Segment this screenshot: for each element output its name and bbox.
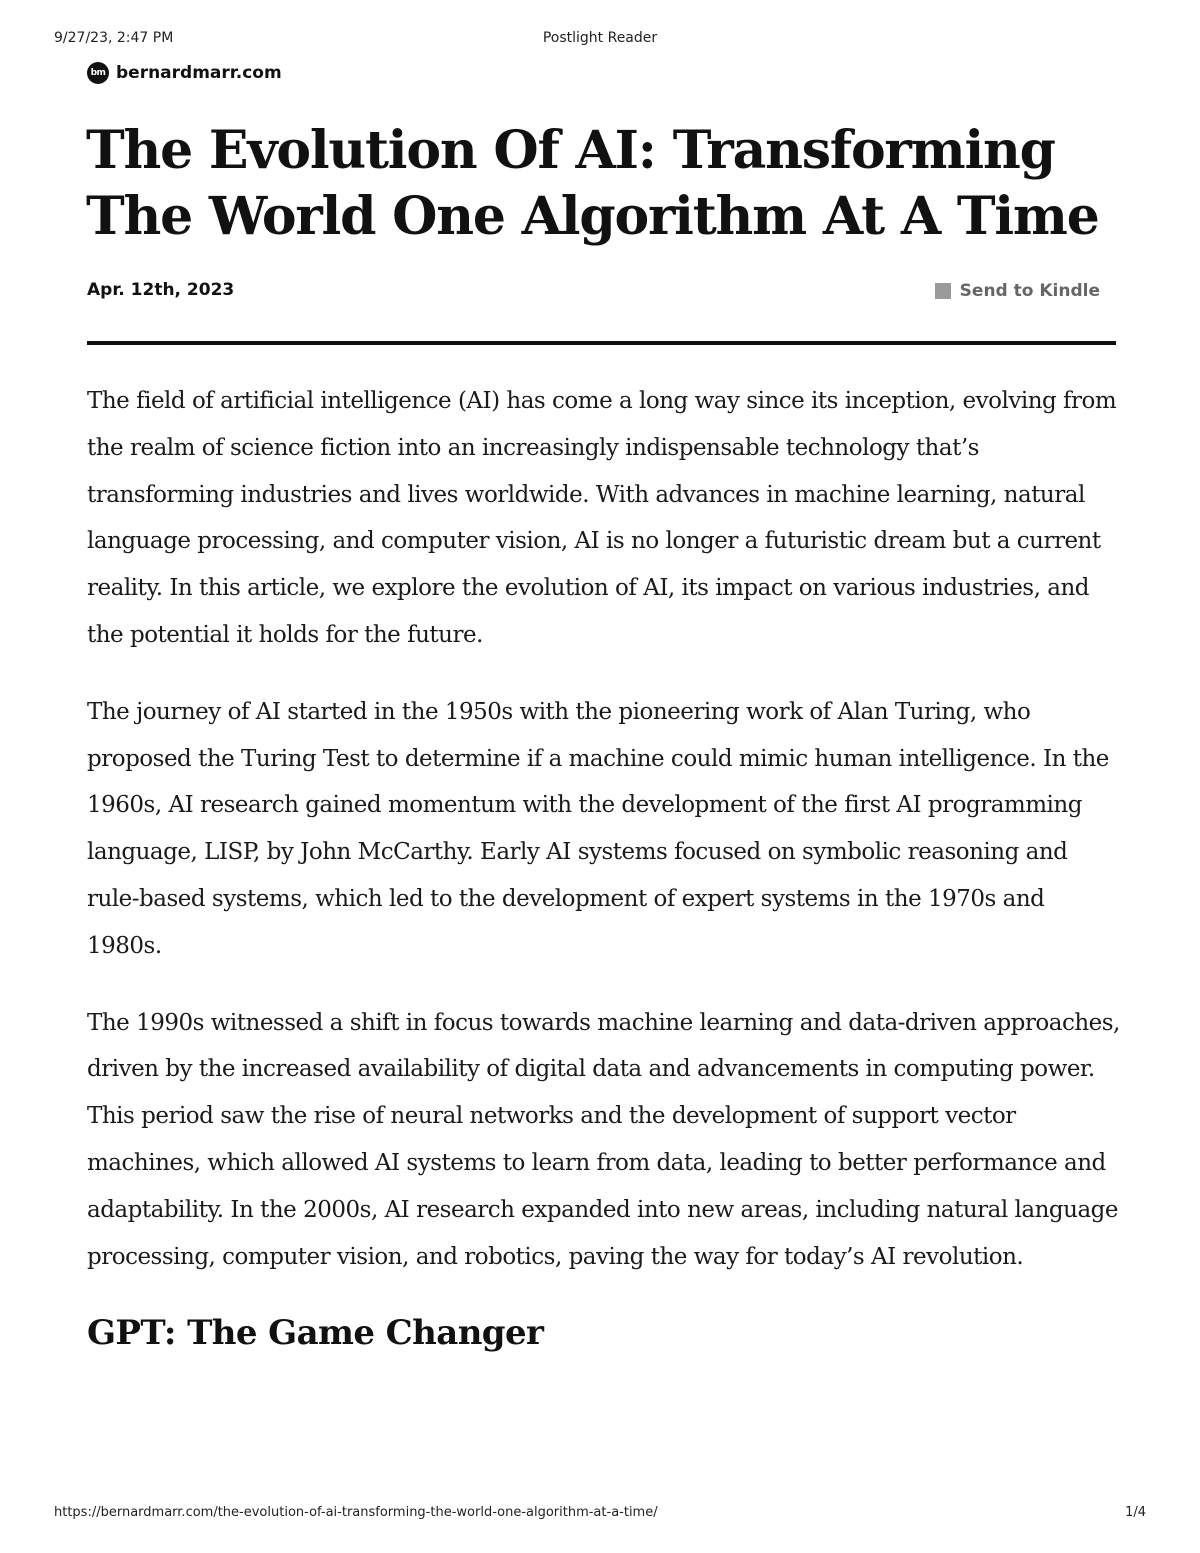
print-timestamp: 9/27/23, 2:47 PM (54, 30, 174, 46)
page-number: 1/4 (1125, 1505, 1146, 1520)
article-title: The Evolution Of AI: Transforming The World One Algorithm At A Time (86, 120, 1099, 247)
site-logo-icon: bm (87, 62, 109, 84)
article-date: Apr. 12th, 2023 (87, 280, 235, 300)
article-paragraph: The field of artificial intelligence (AI) has come a long way since its inception, evolving from the realm of science fiction into an increasingly indispensable technology that’s transforming industries and lives worldwide. With advances in machine learning, natural language processing, and computer vision, AI is no longer a futuristic dream but a current reality. In this article, we explore the evolution of AI, its impact on various industries, and the potential it holds for the future. (87, 388, 1117, 648)
article-body (87, 378, 1122, 1356)
kindle-icon (935, 283, 951, 299)
send-to-kindle-label: Send to Kindle (959, 281, 1100, 301)
article-paragraph: The 1990s witnessed a shift in focus towards machine learning and data-driven approaches, driven by the increased availability of digital data and advancements in computing power. This period saw the rise of neural networks and the development of support vector machines, which allowed AI systems to learn from data, leading to better performance and adaptability. In the 2000s, AI research expanded into new areas, including natural language processing, computer vision, and robotics, paving the way for today’s AI revolution. (87, 1009, 1120, 1270)
article-paragraph: The journey of AI started in the 1950s with the pioneering work of Alan Turing, who proposed the Turing Test to determine if a machine could mimic human intelligence. In the 1960s, AI research gained momentum with the development of the first AI programming language, LISP, by John McCarthy. Early AI systems focused on symbolic reasoning and rule-based systems, which led to the development of expert systems in the 1970s and 1980s. (87, 698, 1109, 959)
print-header (54, 30, 1146, 50)
send-to-kindle-button[interactable] (935, 281, 1100, 301)
header-divider (87, 341, 1116, 345)
print-footer (54, 1505, 1146, 1525)
section-heading: GPT: The Game Changer (87, 1313, 544, 1354)
site-link[interactable] (87, 60, 282, 86)
page-url: https://bernardmarr.com/the-evolution-of-ai-transforming-the-world-one-algorithm-at-a-time/ (54, 1505, 658, 1520)
site-name[interactable]: bernardmarr.com (116, 63, 282, 83)
print-page-title: Postlight Reader (542, 30, 658, 46)
